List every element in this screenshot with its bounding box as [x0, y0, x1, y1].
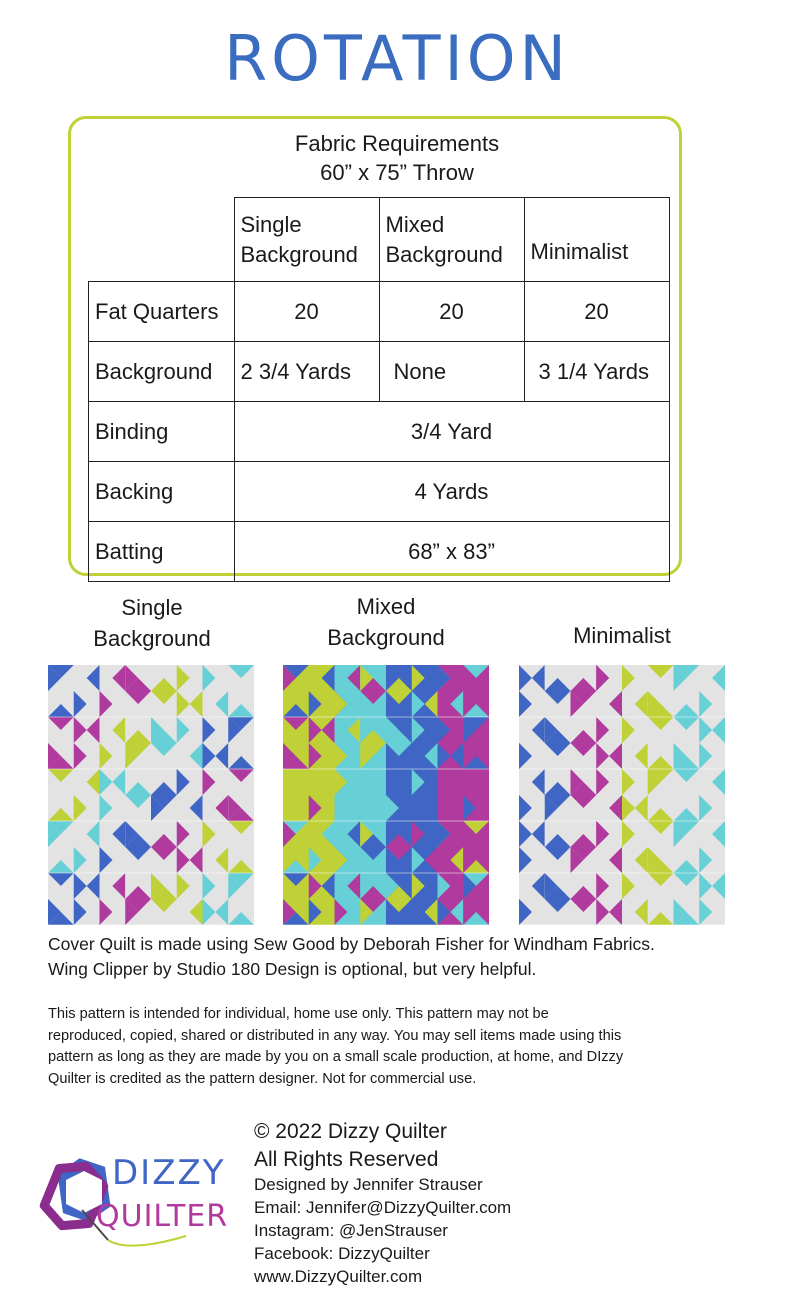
col-header-single: Single Background	[234, 198, 379, 282]
table-cell: 3 1/4 Yards	[524, 342, 669, 402]
row-label: Background	[89, 342, 235, 402]
variant-label-mixed: Mixed Background	[327, 594, 445, 650]
table-cell-span: 4 Yards	[234, 462, 669, 522]
row-label: Backing	[89, 462, 235, 522]
row-label: Binding	[89, 402, 235, 462]
designer: Designed by Jennifer Strauser	[254, 1175, 483, 1194]
svg-text:DIZZY: DIZZY	[112, 1153, 226, 1193]
table-cell: 20	[379, 282, 524, 342]
table-cell: None	[379, 342, 524, 402]
hexagon-needle-icon	[36, 1140, 226, 1255]
table-corner	[89, 198, 235, 282]
table-cell: 20	[524, 282, 669, 342]
row-label: Fat Quarters	[89, 282, 235, 342]
pattern-title: ROTATION	[224, 22, 570, 95]
quilt-preview-single	[48, 665, 254, 925]
rights-reserved: All Rights Reserved	[254, 1148, 439, 1171]
website-link[interactable]: www.DizzyQuilter.com	[254, 1267, 423, 1286]
legal-notice: This pattern is intended for individual, home use only. This pattern may not be reproduced, copied, shared or distributed in any way. You may sell items made using this pattern as long as they are made by you on a small scale production, at home, and DIzzy Quilter is credited as the pattern designer. Not for commercial use.	[48, 1006, 624, 1087]
variant-label-single: Single Background	[93, 595, 211, 651]
instagram[interactable]: Instagram: @JenStrauser	[254, 1221, 448, 1240]
variant-label-minimalist: Minimalist	[573, 623, 671, 648]
requirements-heading: Fabric Requirements	[294, 131, 500, 156]
copyright: © 2022 Dizzy Quilter	[254, 1120, 447, 1143]
quilt-preview-minimalist	[519, 665, 725, 925]
col-header-minimalist: Minimalist	[524, 198, 669, 282]
table-cell-span: 3/4 Yard	[234, 402, 669, 462]
facebook[interactable]: Facebook: DizzyQuilter	[254, 1244, 430, 1263]
table-cell: 20	[234, 282, 379, 342]
quilt-preview-mixed	[283, 665, 489, 925]
requirements-table	[88, 197, 670, 582]
cover-quilt-note: Cover Quilt is made using Sew Good by Deborah Fisher for Windham Fabrics.	[48, 934, 655, 954]
table-cell: 2 3/4 Yards	[234, 342, 379, 402]
wing-clipper-note: Wing Clipper by Studio 180 Design is optional, but very helpful.	[48, 959, 537, 979]
requirements-size: 60” x 75” Throw	[320, 160, 474, 185]
row-label: Batting	[89, 522, 235, 582]
svg-text:QUILTER: QUILTER	[96, 1199, 226, 1234]
table-cell-span: 68” x 83”	[234, 522, 669, 582]
dizzy-quilter-logo	[36, 1140, 226, 1255]
col-header-mixed: Mixed Background	[379, 198, 524, 282]
email[interactable]: Email: Jennifer@DizzyQuilter.com	[254, 1198, 512, 1217]
